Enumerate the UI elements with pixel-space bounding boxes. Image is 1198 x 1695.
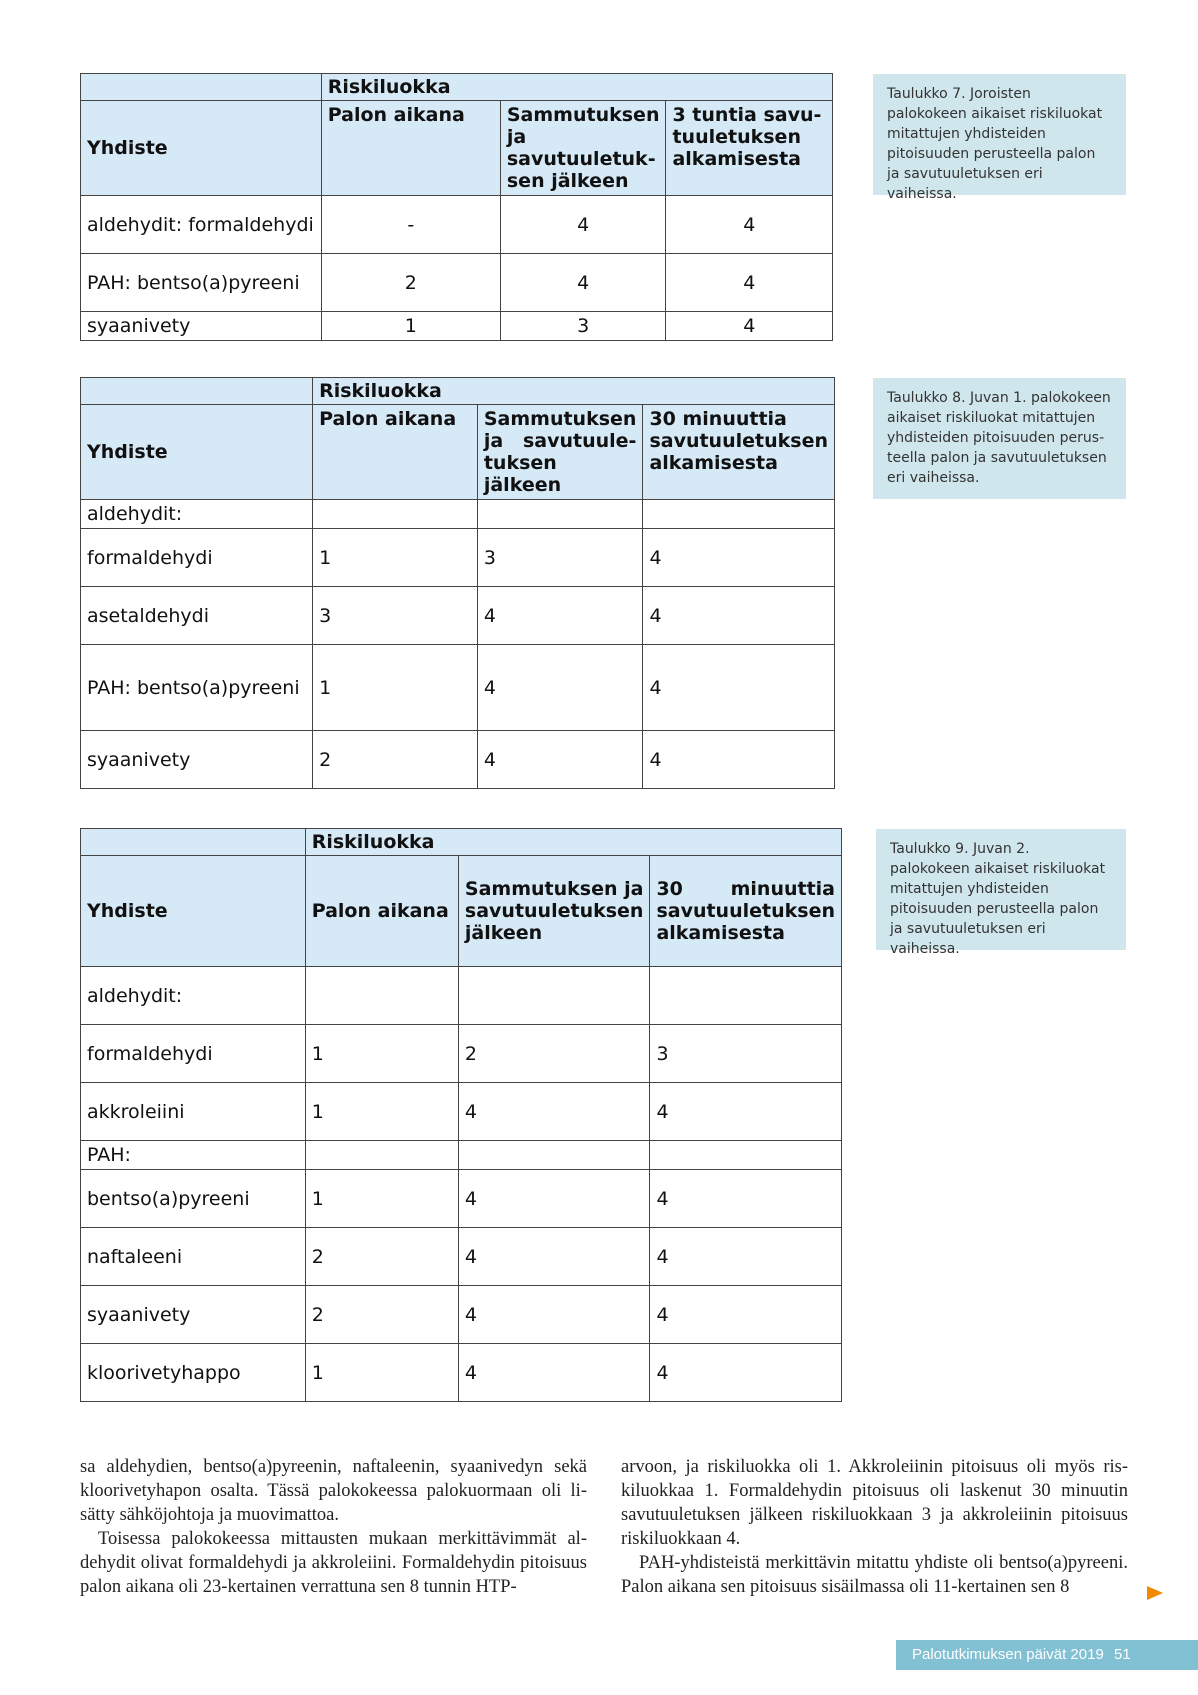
compound-name: formaldehydi	[81, 529, 313, 587]
column-header-during-fire: Palon aikana	[305, 856, 458, 967]
risk-value: 1	[305, 1344, 458, 1402]
risk-value: 4	[643, 731, 835, 789]
table-row	[81, 1228, 842, 1286]
table-row	[81, 1286, 842, 1344]
table-9-caption: Taulukko 9. Juvan 2. palokokeen aikaiset riskiluokat mitattujen yhdisteiden pitoisuuden perusteella palon ja savutuuletuksen eri vaiheissa.	[876, 829, 1126, 950]
table-row	[81, 1344, 842, 1402]
risk-value: 3	[313, 587, 478, 645]
table-row	[81, 587, 835, 645]
table-8-caption: Taulukko 8. Juvan 1. palokokeen aikaiset riskiluokat mitattujen yhdisteiden pitoisuuden perusteella palon ja savutuuletuksen eri vaiheissa.	[873, 378, 1126, 499]
body-column-right	[621, 1455, 1128, 1599]
body-column-left	[80, 1455, 587, 1599]
compound-name: akkroleiini	[81, 1083, 306, 1141]
risk-value: 4	[500, 196, 666, 254]
risk-value: 1	[305, 1083, 458, 1141]
risk-value	[305, 1141, 458, 1170]
table-7-caption: Taulukko 7. Joroisten palokokeen aikaiset riskiluokat mitattujen yhdisteiden pitoisuuden perusteella palon ja savutuuletuksen eri vaiheissa.	[873, 74, 1126, 195]
risk-value	[477, 500, 643, 529]
paragraph: PAH-yhdisteistä merkittävin mitattu yhdiste oli bentso(a)pyreeni. Palon aikana sen pitoisuus sisäilmassa oli 11-kertainen sen 8	[621, 1553, 1128, 1597]
risk-value: 4	[458, 1344, 650, 1402]
risk-value	[305, 967, 458, 1025]
page-number: 51	[1114, 1646, 1131, 1663]
table-row	[81, 196, 833, 254]
compound-name: asetaldehydi	[81, 587, 313, 645]
table-row	[81, 1083, 842, 1141]
table-row	[81, 967, 842, 1025]
risk-value: 4	[650, 1344, 842, 1402]
table-header-row	[81, 378, 835, 405]
risk-value: 4	[643, 587, 835, 645]
table-row	[81, 645, 835, 731]
risk-value: 4	[458, 1286, 650, 1344]
compound-name: aldehydit: formaldehydi	[81, 196, 322, 254]
risk-value	[650, 967, 842, 1025]
compound-name: syaanivety	[81, 312, 322, 341]
table-header-row	[81, 74, 833, 101]
risk-value: 1	[321, 312, 500, 341]
risk-value: -	[321, 196, 500, 254]
group-header: Riskiluokka	[313, 378, 835, 405]
table-row	[81, 529, 835, 587]
column-header-during-fire: Palon aikana	[313, 405, 478, 500]
risk-value: 1	[313, 529, 478, 587]
risk-value: 2	[313, 731, 478, 789]
table-row	[81, 254, 833, 312]
risk-value: 3	[500, 312, 666, 341]
risk-value: 4	[643, 529, 835, 587]
publication-name: Palotutkimuksen päivät 2019	[912, 1646, 1104, 1663]
table-row	[81, 312, 833, 341]
column-header-compound: Yhdiste	[81, 405, 313, 500]
risk-value: 4	[477, 587, 643, 645]
header-empty-cell	[81, 74, 322, 101]
risk-value: 3	[650, 1025, 842, 1083]
table-header-row	[81, 405, 835, 500]
column-header-after-extinguishing: Sammutuksen ja savutuuletuksen jälkeen	[500, 101, 666, 196]
table-row	[81, 1170, 842, 1228]
header-empty-cell	[81, 829, 306, 856]
column-header-during-fire: Palon aikana	[321, 101, 500, 196]
risk-value	[313, 500, 478, 529]
risk-value	[458, 967, 650, 1025]
column-header-after-ventilation: 30 minuuttia savutuuletuksen alkamisesta	[650, 856, 842, 967]
compound-name: formaldehydi	[81, 1025, 306, 1083]
compound-name: syaanivety	[81, 731, 313, 789]
column-header-after-ventilation: 30 minuuttia savutuuletuksen alkamisesta	[643, 405, 835, 500]
risk-value: 4	[458, 1170, 650, 1228]
risk-value: 2	[321, 254, 500, 312]
compound-name: kloorivetyhappo	[81, 1344, 306, 1402]
table-row	[81, 500, 835, 529]
compound-name: bentso(a)pyreeni	[81, 1170, 306, 1228]
compound-name: PAH: bentso(a)pyreeni	[81, 254, 322, 312]
risk-value: 4	[500, 254, 666, 312]
table-row	[81, 1025, 842, 1083]
group-header: Riskiluokka	[321, 74, 832, 101]
compound-name: naftaleeni	[81, 1228, 306, 1286]
compound-name: PAH:	[81, 1141, 306, 1170]
group-header: Riskiluokka	[305, 829, 841, 856]
paragraph: arvoon, ja riskiluokka oli 1. Akkroleiinin pitoisuus oli myös riskiluokkaa 1. Formaldehydin pitoisuus oli laskenut 30 minuutin savutuuletuksen jälkeen riskiluokkaan 3 ja akkroleiinin pitoisuus riskiluokkaan 4.	[621, 1457, 1128, 1549]
risk-value: 4	[650, 1228, 842, 1286]
risk-value: 1	[313, 645, 478, 731]
risk-value	[643, 500, 835, 529]
risk-value: 4	[477, 731, 643, 789]
risk-value: 2	[305, 1228, 458, 1286]
risk-value: 4	[666, 196, 833, 254]
table-header-row	[81, 101, 833, 196]
risk-value: 4	[643, 645, 835, 731]
column-header-after-ventilation: 3 tuntia savutuuletuksen alkamisesta	[666, 101, 833, 196]
risk-value: 1	[305, 1170, 458, 1228]
compound-name: PAH: bentso(a)pyreeni	[81, 645, 313, 731]
risk-value	[650, 1141, 842, 1170]
column-header-compound: Yhdiste	[81, 101, 322, 196]
risk-value: 4	[650, 1286, 842, 1344]
column-header-compound: Yhdiste	[81, 856, 306, 967]
table-row	[81, 731, 835, 789]
risk-value: 3	[477, 529, 643, 587]
risk-value: 4	[650, 1083, 842, 1141]
header-empty-cell	[81, 378, 313, 405]
table-header-row	[81, 856, 842, 967]
table-9	[80, 828, 842, 1402]
risk-value: 4	[477, 645, 643, 731]
page-footer	[896, 1640, 1198, 1670]
column-header-after-extinguishing: Sammutuksen ja savutuuletuksen jälkeen	[477, 405, 643, 500]
risk-value: 4	[666, 312, 833, 341]
risk-value: 4	[666, 254, 833, 312]
risk-value: 2	[305, 1286, 458, 1344]
risk-value: 4	[650, 1170, 842, 1228]
compound-name: aldehydit:	[81, 967, 306, 1025]
continue-arrow-icon	[1147, 1586, 1163, 1600]
table-row	[81, 1141, 842, 1170]
risk-value: 1	[305, 1025, 458, 1083]
risk-value: 2	[458, 1025, 650, 1083]
table-header-row	[81, 829, 842, 856]
compound-name: aldehydit:	[81, 500, 313, 529]
table-7	[80, 73, 833, 341]
compound-name: syaanivety	[81, 1286, 306, 1344]
risk-value: 4	[458, 1228, 650, 1286]
paragraph: sa aldehydien, bentso(a)pyreenin, naftaleenin, syaanivedyn sekä kloorivetyhapon osalta. Tässä palokokeessa palokuormaan oli lisätty sähköjohtoja ja muovimattoa.	[80, 1457, 587, 1525]
column-header-after-extinguishing: Sammutuksen ja savutuuletuksen jälkeen	[458, 856, 650, 967]
paragraph: Toisessa palokokeessa mittausten mukaan merkittävimmät aldehydit olivat formaldehydi ja akkroleiini. Formaldehydin pitoisuus palon aikana oli 23-kertainen verrattuna sen 8 tunnin HTP-	[80, 1529, 587, 1597]
risk-value: 4	[458, 1083, 650, 1141]
risk-value	[458, 1141, 650, 1170]
table-8	[80, 377, 835, 789]
